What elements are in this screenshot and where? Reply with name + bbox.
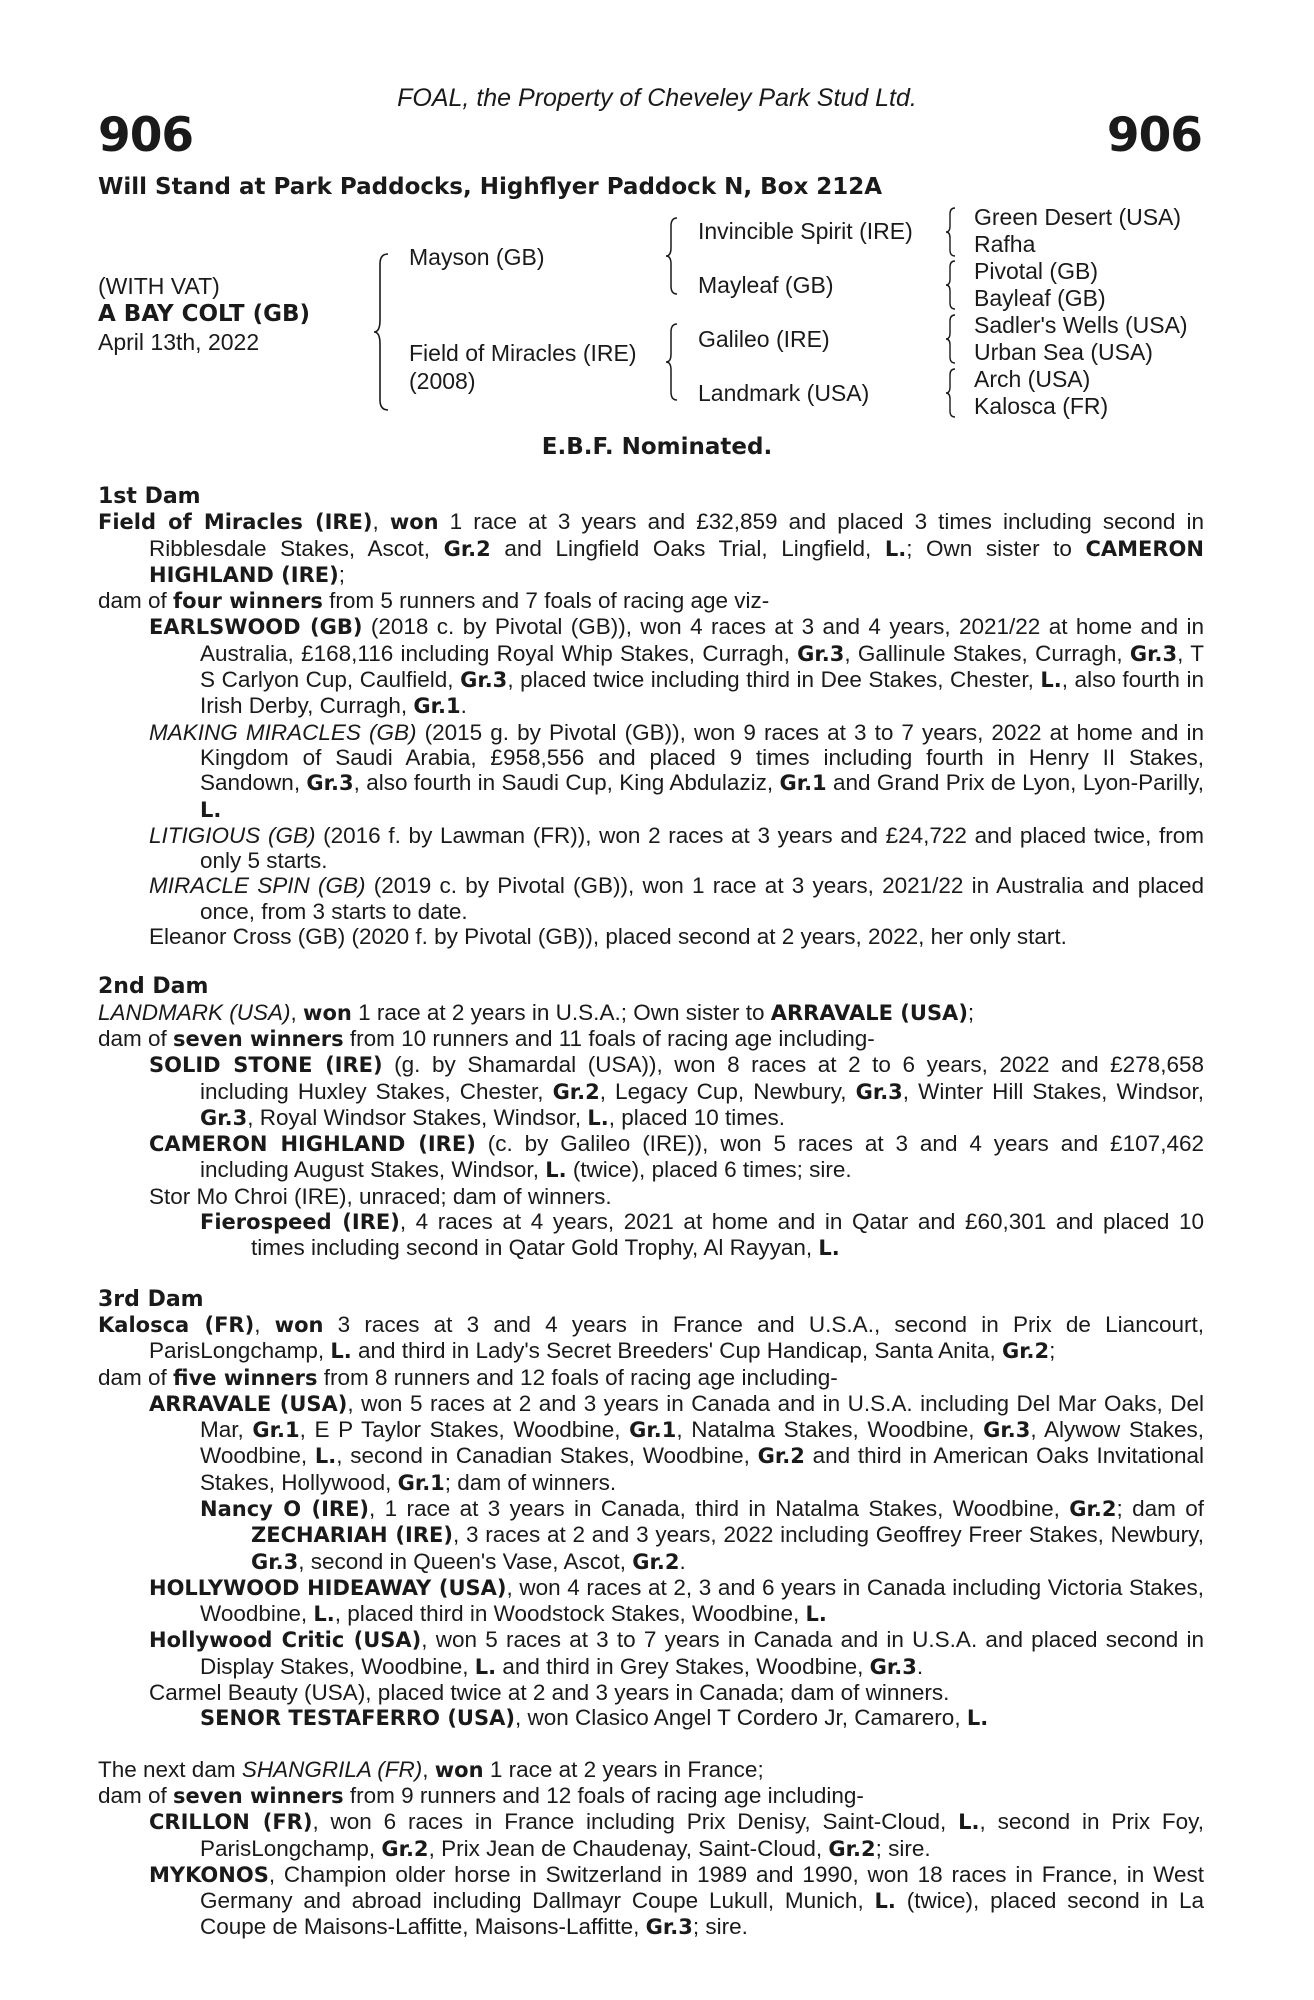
text-run: , second in Queen's Vase, Ascot,	[298, 1548, 633, 1574]
text-run: , Winter Hill Stakes, Windsor,	[902, 1078, 1204, 1104]
text-run: , placed 10 times.	[608, 1104, 786, 1130]
pedigree-ddd: Kalosca (FR)	[974, 393, 1109, 419]
pedigree-entry	[98, 1757, 1204, 1783]
text-run: , 3 races at 2 and 3 years, 2022 including Geoffrey Freer Stakes, Newbury,	[452, 1522, 1204, 1548]
pedigree-dss: Sadler's Wells (USA)	[974, 312, 1188, 338]
pedigree-entry	[98, 588, 1204, 614]
bold-text: Gr.2	[632, 1549, 680, 1574]
bold-text: Gr.3	[645, 1915, 693, 1940]
pedigree-entry	[98, 1052, 1204, 1131]
text-run: and Lingfield Oaks Trial, Lingfield,	[490, 535, 885, 561]
text-run: , T S Carlyon Cup, Caulfield,	[200, 640, 1205, 693]
text-run: .	[916, 1653, 924, 1679]
text-run: and Grand Prix de Lyon, Lyon-Parilly,	[826, 770, 1204, 796]
text-run: (2016 f. by Lawman (FR)), won 2 races at 3 years and £24,722 and placed twice, from only 5 starts.	[200, 822, 1205, 874]
pedigree-entry	[98, 823, 1204, 874]
bold-text: SOLID STONE (IRE)	[149, 1053, 383, 1078]
bold-text: won	[389, 510, 439, 535]
lot-number-right: 906	[1106, 108, 1202, 163]
stabling-location: Will Stand at Park Paddocks, Highflyer Paddock N, Box 212A	[98, 174, 883, 200]
text-run: ; dam of	[1116, 1495, 1204, 1521]
text-run: , won 5 races at 3 to 7 years in Canada and in U.S.A. and placed second in Display Stakes, Woodbine,	[200, 1627, 1204, 1679]
text-run: and third in Lady's Secret Breeders' Cup Handicap, Santa Anita,	[351, 1338, 1002, 1364]
text-run: , 1 race at 3 years in Canada, third in Natalma Stakes, Woodbine,	[369, 1495, 1070, 1521]
bold-text: four winners	[173, 589, 323, 614]
pedigree-brace-ds	[944, 313, 958, 365]
horse-name: A BAY COLT (GB)	[98, 301, 311, 327]
pedigree-dam: Field of Miracles (IRE)	[409, 340, 637, 366]
text-run: ; sire.	[692, 1914, 748, 1940]
text-run: ,	[372, 509, 390, 535]
ebf-nomination: E.B.F. Nominated.	[541, 434, 773, 460]
bold-text: Gr.2	[828, 1836, 876, 1861]
bold-text: Gr.2	[1069, 1496, 1117, 1521]
text-run: ; Own sister to	[906, 535, 1086, 561]
bold-text: Gr.2	[757, 1444, 805, 1469]
bold-text: seven winners	[173, 1026, 344, 1051]
pedigree-entry	[98, 1026, 1204, 1052]
bold-text: Kalosca (FR)	[98, 1312, 255, 1337]
section-heading: 3rd Dam	[98, 1286, 204, 1312]
bold-text: won	[434, 1757, 484, 1782]
pedigree-dds: Arch (USA)	[974, 366, 1091, 392]
text-run: , second in Prix Foy, ParisLongchamp,	[200, 1809, 1204, 1861]
text-run: (2018 c. by Pivotal (GB)), won 4 races at 3 and 4 years, 2021/22 at home and in Australia, £168,116 including Royal Whip Stakes, Curragh,	[200, 614, 1204, 666]
bold-text: Gr.3	[869, 1654, 917, 1679]
pedigree-ssd: Rafha	[974, 231, 1036, 257]
text-run: dam of	[98, 1025, 174, 1051]
italic-text: MAKING MIRACLES (GB)	[149, 719, 417, 745]
text-run: , E P Taylor Stakes, Woodbine,	[299, 1417, 630, 1443]
text-run: and third in Grey Stakes, Woodbine,	[496, 1653, 870, 1679]
bold-text: Gr.3	[251, 1549, 299, 1574]
text-run: 3 races at 3 and 4 years in France and U.S.A., second in Prix de Liancourt, ParisLongchamp,	[149, 1311, 1204, 1364]
pedigree-dam-year: (2008)	[409, 368, 476, 394]
bold-text: HOLLYWOOD HIDEAWAY (USA)	[149, 1575, 507, 1600]
section-gap	[98, 1732, 1204, 1757]
bold-text: ARRAVALE (USA)	[149, 1391, 348, 1416]
text-run: , Prix Jean de Chaudenay, Saint-Cloud,	[428, 1835, 829, 1861]
text-run: .	[460, 693, 467, 719]
bold-text: EARLSWOOD (GB)	[149, 615, 363, 640]
bold-text: Gr.1	[252, 1418, 300, 1443]
bold-text: MYKONOS	[149, 1862, 269, 1887]
bold-text: L.	[200, 797, 222, 822]
bold-text: five winners	[173, 1365, 318, 1390]
text-run: from 9 runners and 12 foals of racing age including-	[343, 1782, 864, 1808]
text-run: , also fourth in Irish Derby, Curragh,	[200, 667, 1205, 719]
bold-text: Gr.1	[779, 771, 827, 796]
italic-text: MIRACLE SPIN (GB)	[149, 873, 366, 899]
family-details	[98, 484, 1204, 1941]
bold-text: L.	[805, 1602, 827, 1627]
pedigree-entry	[98, 873, 1204, 924]
text-run: Carmel Beauty (USA), placed twice at 2 and 3 years in Canada; dam of winners.	[149, 1680, 950, 1706]
text-run: from 5 runners and 7 foals of racing age viz-	[322, 588, 770, 614]
text-run: , placed third in Woodstock Stakes, Woodbine,	[334, 1601, 806, 1627]
bold-text: CRILLON (FR)	[149, 1810, 313, 1835]
bold-text: Nancy O (IRE)	[200, 1496, 370, 1521]
text-run: , won 4 races at 2, 3 and 6 years in Canada including Victoria Stakes, Woodbine,	[200, 1574, 1204, 1627]
bold-text: CAMERON HIGHLAND (IRE)	[149, 536, 1204, 587]
text-run: , Royal Windsor Stakes, Windsor,	[247, 1104, 588, 1130]
pedigree-dam-sire: Galileo (IRE)	[698, 326, 830, 352]
text-run: (2019 c. by Pivotal (GB)), won 1 race at 3 years, 2021/22 in Australia and placed once, from 3 starts to date.	[200, 873, 1205, 924]
text-run: ;	[967, 999, 975, 1025]
italic-text: SHANGRILA (FR)	[241, 1756, 423, 1782]
bold-text: Gr.3	[855, 1079, 903, 1104]
bold-text: L.	[884, 536, 907, 561]
text-run: ,	[422, 1756, 435, 1782]
section-gap	[98, 949, 1204, 974]
pedigree-entry	[98, 924, 1204, 949]
pedigree-sss: Green Desert (USA)	[974, 204, 1182, 230]
bold-text: Gr.3	[200, 1105, 248, 1130]
bold-text: Hollywood Critic (USA)	[149, 1628, 422, 1653]
bold-text: Gr.2	[443, 536, 491, 561]
text-run: 1 race at 2 years in U.S.A.; Own sister to	[351, 999, 771, 1025]
text-run: ; dam of winners.	[444, 1469, 617, 1495]
foaling-date: April 13th, 2022	[98, 329, 260, 355]
text-run: and third in American Oaks Invitational Stakes, Hollywood,	[200, 1443, 1205, 1495]
text-run: , 4 races at 4 years, 2021 at home and in Qatar and £60,301 and placed 10 times including second in Qatar Gold Trophy, Al Rayyan,	[251, 1209, 1204, 1261]
bold-text: Gr.1	[397, 1470, 445, 1495]
text-run: (g. by Shamardal (USA)), won 8 races at 2 to 6 years, 2022 and £278,658 including Huxley Stakes, Chester,	[200, 1052, 1204, 1104]
vendor-line: FOAL, the Property of Cheveley Park Stud Ltd.	[397, 84, 917, 112]
bold-text: L.	[474, 1654, 497, 1679]
bold-text: Gr.2	[1001, 1339, 1050, 1364]
bold-text: Gr.3	[460, 668, 508, 693]
pedigree-brace-sire	[664, 216, 680, 296]
text-run: 1 race at 2 years in France;	[483, 1756, 764, 1782]
pedigree-entry	[98, 1000, 1204, 1026]
dam-section	[98, 1287, 1204, 1732]
italic-text: LITIGIOUS (GB)	[149, 822, 316, 848]
bold-text: L.	[874, 1889, 896, 1914]
text-run: 1 race at 3 years and £32,859 and placed 3 times including second in Ribblesdale Stakes, Ascot,	[149, 509, 1204, 561]
text-run: , won 6 races in France including Prix Denisy, Saint-Cloud,	[312, 1809, 959, 1835]
bold-text: Gr.1	[413, 694, 461, 719]
bold-text: L.	[966, 1706, 989, 1731]
bold-text: Gr.3	[797, 641, 845, 666]
bold-text: won	[274, 1312, 324, 1337]
text-run: ;	[338, 561, 345, 587]
text-run: from 10 runners and 11 foals of racing age including-	[343, 1025, 875, 1051]
text-run: , won 5 races at 2 and 3 years in Canada and in U.S.A. including Del Mar Oaks, Del Mar,	[200, 1390, 1204, 1443]
pedigree-entry	[98, 720, 1204, 823]
pedigree-sire: Mayson (GB)	[409, 244, 545, 270]
text-run: dam of	[98, 588, 174, 614]
text-run: Stor Mo Chroi (IRE), unraced; dam of winners.	[149, 1183, 612, 1209]
pedigree-brace-dd	[944, 367, 958, 419]
bold-text: L.	[1040, 668, 1062, 693]
pedigree-entry	[98, 1312, 1204, 1365]
pedigree-entry	[98, 1209, 1204, 1262]
pedigree-entry	[98, 1184, 1204, 1209]
text-run: , second in Canadian Stakes, Woodbine,	[336, 1443, 758, 1469]
text-run: Eleanor Cross (GB) (2020 f. by Pivotal (GB)), placed second at 2 years, 2022, her only start.	[149, 924, 1067, 950]
pedigree-entry	[98, 1365, 1204, 1391]
text-run: (twice), placed second in La Coupe de Maisons-Laffitte, Maisons-Laffitte,	[200, 1888, 1204, 1940]
pedigree-brace-ss	[944, 206, 958, 258]
bold-text: CAMERON HIGHLAND (IRE)	[149, 1132, 476, 1157]
pedigree-dsd: Urban Sea (USA)	[974, 339, 1153, 365]
bold-text: Gr.2	[552, 1079, 600, 1104]
bold-text: L.	[818, 1236, 840, 1261]
text-run: , won Clasico Angel T Cordero Jr, Camarero,	[514, 1705, 967, 1731]
italic-text: LANDMARK (USA)	[98, 999, 291, 1025]
dam-section	[98, 484, 1204, 949]
pedigree-entry	[98, 1809, 1204, 1862]
pedigree-brace-sd	[944, 259, 958, 311]
pedigree-entry	[98, 1627, 1204, 1680]
pedigree-entry	[98, 1680, 1204, 1705]
text-run: (twice), placed 6 times; sire.	[566, 1157, 852, 1183]
bold-text: won	[303, 1000, 352, 1025]
pedigree-entry	[98, 1862, 1204, 1941]
bold-text: Field of Miracles (IRE)	[98, 510, 373, 535]
subject-horse	[98, 272, 310, 356]
text-run: ; sire.	[875, 1835, 931, 1861]
bold-text: L.	[958, 1810, 980, 1835]
text-run: , placed twice including third in Dee Stakes, Chester,	[507, 667, 1041, 693]
pedigree-entry	[98, 509, 1204, 588]
lot-number-left: 906	[98, 108, 194, 163]
pedigree-entry	[98, 1575, 1204, 1628]
text-run: (2015 g. by Pivotal (GB)), won 9 races at 3 to 7 years, 2022 at home and in Kingdom of Saudi Arabia, £958,556 and placed 9 times including fourth in Henry II Stakes, Sandown,	[200, 719, 1204, 796]
bold-text: Gr.1	[629, 1418, 677, 1443]
pedigree-sdd: Bayleaf (GB)	[974, 285, 1106, 311]
text-run: from 8 runners and 12 foals of racing age including-	[317, 1364, 838, 1390]
section-gap	[98, 1262, 1204, 1287]
bold-text: Gr.3	[306, 771, 354, 796]
text-run: (c. by Galileo (IRE)), won 5 races at 3 and 4 years and £107,462 including August Stakes, Windsor,	[200, 1131, 1204, 1183]
pedigree-entry	[98, 1705, 1204, 1731]
text-run: ;	[1049, 1338, 1056, 1364]
text-run: dam of	[98, 1782, 174, 1808]
vat-note: (WITH VAT)	[98, 273, 220, 299]
pedigree-sds: Pivotal (GB)	[974, 258, 1098, 284]
bold-text: Gr.2	[381, 1836, 429, 1861]
bold-text: L.	[330, 1339, 352, 1364]
pedigree-sire-sire: Invincible Spirit (IRE)	[698, 218, 913, 244]
section-heading: 2nd Dam	[98, 974, 209, 1000]
text-run: The next dam	[98, 1756, 242, 1782]
bold-text: Gr.3	[983, 1418, 1031, 1443]
text-run: ,	[290, 999, 304, 1025]
bold-text: Fierospeed (IRE)	[200, 1210, 400, 1235]
bold-text: seven winners	[173, 1783, 344, 1808]
text-run: , Natalma Stakes, Woodbine,	[676, 1417, 984, 1443]
text-run: , Gallinule Stakes, Curragh,	[844, 640, 1130, 666]
bold-text: L.	[313, 1602, 335, 1627]
pedigree-brace-dam	[664, 322, 680, 402]
dam-section	[98, 1757, 1204, 1941]
bold-text: SENOR TESTAFERRO (USA)	[200, 1706, 515, 1731]
text-run: .	[679, 1548, 686, 1574]
pedigree-entry	[98, 1496, 1204, 1575]
pedigree-brace-main	[372, 252, 392, 412]
bold-text: L.	[587, 1105, 609, 1130]
text-run: dam of	[98, 1364, 174, 1390]
bold-text: ARRAVALE (USA)	[770, 1000, 968, 1025]
pedigree-entry	[98, 1783, 1204, 1809]
bold-text: ZECHARIAH (IRE)	[251, 1523, 453, 1548]
pedigree-dam-dam: Landmark (USA)	[698, 380, 870, 406]
pedigree-entry	[98, 1131, 1204, 1184]
text-run: ,	[254, 1311, 275, 1337]
bold-text: Gr.3	[1129, 641, 1178, 666]
section-heading: 1st Dam	[98, 484, 201, 509]
text-run: , Legacy Cup, Newbury,	[599, 1078, 856, 1104]
pedigree-sire-dam: Mayleaf (GB)	[698, 272, 834, 298]
text-run: , Champion older horse in Switzerland in 1989 and 1990, won 18 races in France, in West Germany and abroad including Dallmayr Coupe Lukull, Munich,	[200, 1861, 1204, 1914]
pedigree-entry	[98, 614, 1204, 719]
pedigree-entry	[98, 1391, 1204, 1496]
bold-text: L.	[314, 1444, 337, 1469]
bold-text: L.	[545, 1158, 567, 1183]
text-run: , also fourth in Saudi Cup, King Abdulaziz,	[353, 770, 780, 796]
text-run: , Alywow Stakes, Woodbine,	[200, 1417, 1204, 1469]
dam-section	[98, 974, 1204, 1261]
